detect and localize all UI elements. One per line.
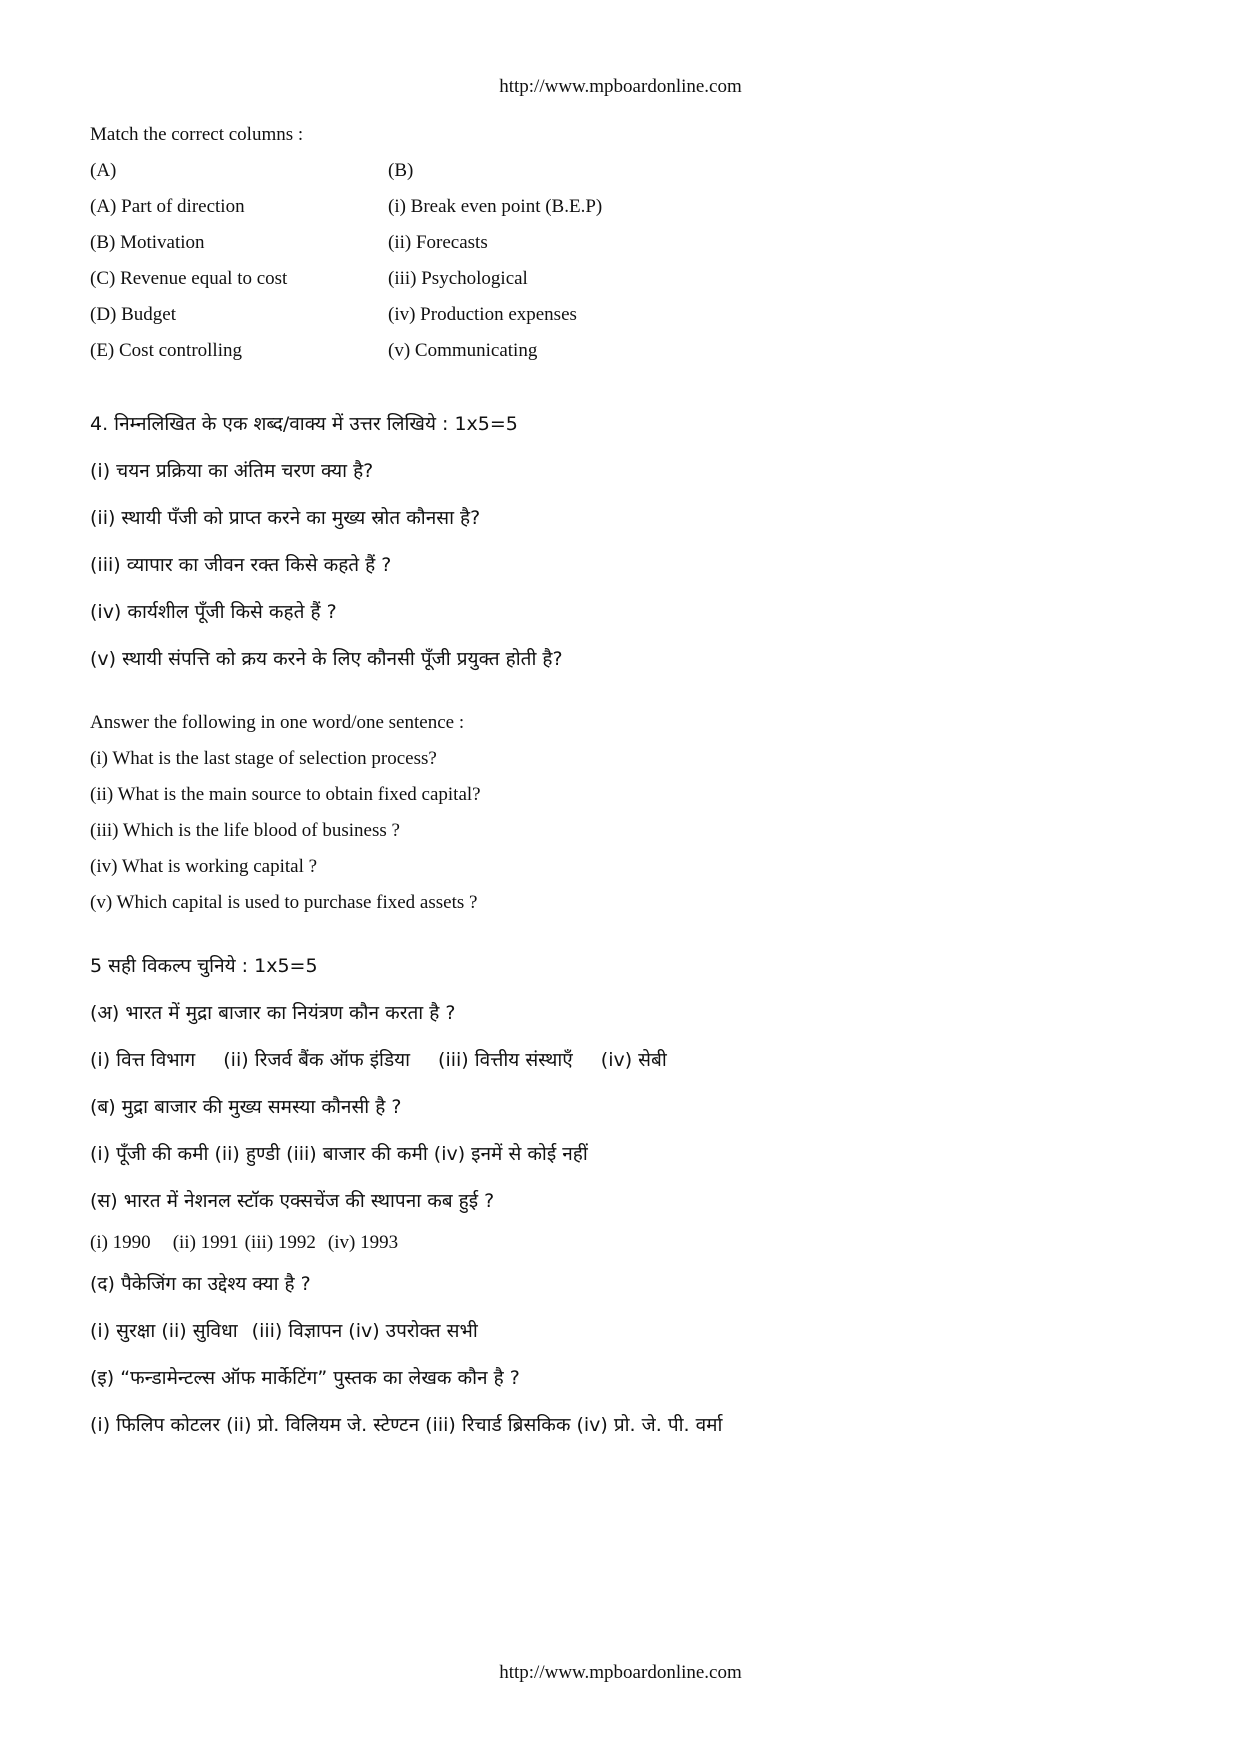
match-row (90, 225, 1150, 261)
q5-question: (इ) “फन्डामेन्टल्स ऑफ मार्केटिंग” पुस्तक का लेखक कौन है ? (90, 1367, 520, 1389)
q5-title: 5 सही विकल्प चुनिये : 1x5=5 (90, 955, 318, 977)
q5-options (90, 1308, 1150, 1355)
q5-option: (ii) सुविधा (161, 1320, 238, 1342)
match-header-row (90, 153, 1150, 189)
q5-option: (i) पूँजी की कमी (90, 1143, 209, 1165)
match-head-b: (B) (388, 160, 414, 181)
q4-hindi-item: (v) स्थायी संपत्ति को क्रय करने के लिए कौनसी पूँजी प्रयुक्त होती है? (90, 648, 563, 670)
q5-options (90, 1131, 1150, 1178)
match-col-b: (v) Communicating (388, 340, 538, 361)
q4-english-item: (i) What is the last stage of selection process? (90, 748, 437, 769)
page-header-url: http://www.mpboardonline.com (499, 76, 742, 97)
q5-option: (i) सुरक्षा (90, 1320, 156, 1342)
match-col-b: (i) Break even point (B.E.P) (388, 196, 603, 217)
q5-question: (अ) भारत में मुद्रा बाजार का नियंत्रण कौन करता है ? (90, 1002, 456, 1024)
q4-title: 4. निम्नलिखित के एक शब्द/वाक्य में उत्तर लिखिये : 1x5=5 (90, 413, 518, 435)
q4-english-item: (iv) What is working capital ? (90, 856, 318, 877)
match-col-b: (ii) Forecasts (388, 232, 488, 253)
q4-english-item: (v) Which capital is used to purchase fixed assets ? (90, 892, 478, 913)
q4-hindi-item: (ii) स्थायी पँजी को प्राप्त करने का मुख्य स्रोत कौनसा है? (90, 507, 481, 529)
q4-hindi-item: (i) चयन प्रक्रिया का अंतिम चरण क्या है? (90, 460, 374, 482)
q5-option: (iii) 1992 (244, 1232, 316, 1253)
q5-option: (ii) प्रो. विलियम जे. स्टेण्टन (226, 1414, 420, 1436)
match-row (90, 261, 1150, 297)
match-col-a: (B) Motivation (90, 232, 205, 253)
q5-option: (iv) प्रो. जे. पी. वर्मा (576, 1414, 723, 1436)
q5-question: (ब) मुद्रा बाजार की मुख्य समस्या कौनसी है ? (90, 1096, 402, 1118)
q5-options (90, 1037, 1150, 1084)
document-body (90, 117, 1150, 1449)
q5-options (90, 1402, 1150, 1449)
q5-option: (iii) बाजार की कमी (286, 1143, 428, 1165)
match-col-b: (iv) Production expenses (388, 304, 577, 325)
q5-options (90, 1225, 1150, 1261)
match-col-b: (iii) Psychological (388, 268, 528, 289)
q5-option: (iv) इनमें से कोई नहीं (433, 1143, 588, 1165)
q4-english-item: (iii) Which is the life blood of business ? (90, 820, 400, 841)
q4-hindi-item: (iii) व्यापार का जीवन रक्त किसे कहते हैं ? (90, 554, 392, 576)
match-col-a: (C) Revenue equal to cost (90, 268, 288, 289)
match-row (90, 333, 1150, 369)
match-title: Match the correct columns : (90, 124, 304, 145)
match-row (90, 297, 1150, 333)
q5-question: (द) पैकेजिंग का उद्देश्य क्या है ? (90, 1273, 311, 1295)
q4-english-item: (ii) What is the main source to obtain fixed capital? (90, 784, 481, 805)
q5-option: (ii) हुण्डी (214, 1143, 281, 1165)
match-col-a: (E) Cost controlling (90, 340, 242, 361)
match-head-a: (A) (90, 160, 117, 181)
q5-option: (ii) रिजर्व बैंक ऑफ इंडिया (223, 1049, 411, 1071)
q5-option: (i) 1990 (90, 1232, 151, 1253)
q5-option: (iv) 1993 (327, 1232, 399, 1253)
q5-option: (ii) 1991 (172, 1232, 239, 1253)
q5-option: (i) फिलिप कोटलर (90, 1414, 221, 1436)
q5-option: (iv) सेबी (600, 1049, 667, 1071)
q5-question: (स) भारत में नेशनल स्टॉक एक्सचेंज की स्थापना कब हुई ? (90, 1190, 495, 1212)
q5-option: (iii) विज्ञापन (251, 1320, 343, 1342)
match-row (90, 189, 1150, 225)
match-col-a: (A) Part of direction (90, 196, 245, 217)
q4-english-title: Answer the following in one word/one sentence : (90, 712, 465, 733)
q4-hindi-item: (iv) कार्यशील पूँजी किसे कहते हैं ? (90, 601, 337, 623)
q5-option: (iii) वित्तीय संस्थाएँ (438, 1049, 573, 1071)
page-footer-url: http://www.mpboardonline.com (499, 1662, 742, 1683)
match-col-a: (D) Budget (90, 304, 177, 325)
q5-option: (i) वित्त विभाग (90, 1049, 196, 1071)
q5-option: (iii) रिचार्ड ब्रिसकिक (425, 1414, 571, 1436)
q5-option: (iv) उपरोक्त सभी (348, 1320, 478, 1342)
